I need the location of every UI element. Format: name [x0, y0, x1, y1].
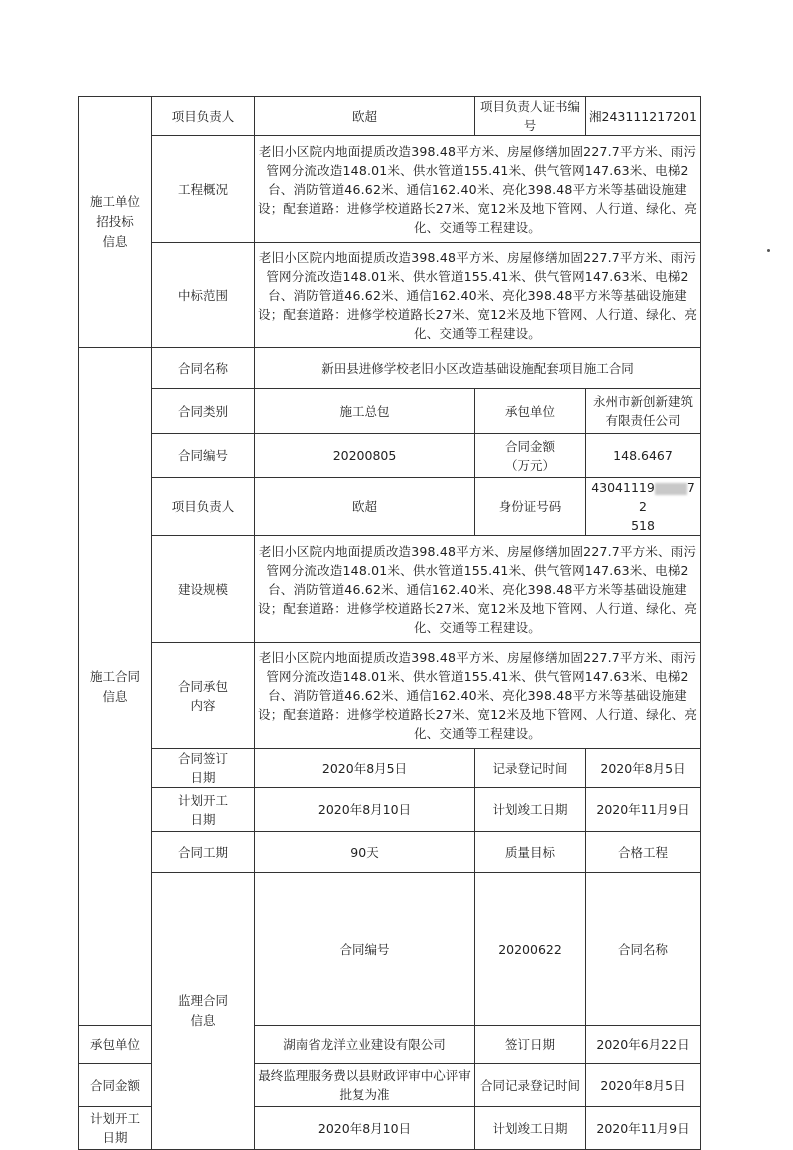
table-row	[79, 873, 701, 1026]
contract-contractor-value: 永州市新创新建筑有限责任公司	[586, 389, 701, 434]
id-suffix: 72	[639, 480, 695, 514]
table-row	[79, 478, 701, 536]
tender-pm-cert-value: 湘243111217201	[586, 97, 701, 136]
tender-scope-value: 老旧小区院内地面提质改造398.48平方米、房屋修缮加固227.7平方米、雨污管网分流改造148.01米、供水管道155.41米、供气管网147.63米、电梯2台、消防管道46.62米、通信162.40米、亮化398.48平方米等基础设施建设；配套道路：进修学校道路长27米、宽12米及地下管网、人行道、绿化、亮化、交通等工程建设。	[255, 243, 701, 348]
supervision-start-label: 计划开工 日期	[79, 1107, 152, 1150]
table-row	[79, 434, 701, 478]
contract-record-value: 2020年8月5日	[586, 749, 701, 788]
supervision-name-label: 合同名称	[586, 873, 701, 1026]
contract-id-label: 身份证号码	[475, 478, 586, 536]
supervision-record-label: 合同记录登记时间	[475, 1064, 586, 1107]
table-row	[79, 97, 701, 136]
contract-period-value: 90天	[255, 832, 475, 873]
tender-pm-cert-label: 项目负责人证书编号	[475, 97, 586, 136]
supervision-number-value: 20200622	[475, 873, 586, 1026]
contract-sign-value: 2020年8月5日	[255, 749, 475, 788]
contract-start-value: 2020年8月10日	[255, 788, 475, 832]
supervision-section-label: 监理合同 信息	[152, 873, 255, 1150]
contract-scale-label: 建设规模	[152, 536, 255, 643]
table-row	[79, 536, 701, 643]
tender-section-label: 施工单位 招投标 信息	[79, 97, 152, 348]
table-row	[79, 243, 701, 348]
contract-scale-value: 老旧小区院内地面提质改造398.48平方米、房屋修缮加固227.7平方米、雨污管网分流改造148.01米、供水管道155.41米、供气管网147.63米、电梯2台、消防管道46.62米、通信162.40米、亮化398.48平方米等基础设施建设；配套道路：进修学校道路长27米、宽12米及地下管网、人行道、绿化、亮化、交通等工程建设。	[255, 536, 701, 643]
supervision-finish-label: 计划竣工日期	[475, 1107, 586, 1150]
table-row	[79, 389, 701, 434]
contract-content-label: 合同承包 内容	[152, 643, 255, 749]
contract-name-value: 新田县进修学校老旧小区改造基础设施配套项目施工合同	[255, 348, 701, 389]
table-row	[79, 832, 701, 873]
contract-type-label: 合同类别	[152, 389, 255, 434]
tender-scope-label: 中标范围	[152, 243, 255, 348]
contract-start-label: 计划开工 日期	[152, 788, 255, 832]
supervision-amount-value: 最终监理服务费以县财政评审中心评审批复为准	[255, 1064, 475, 1107]
contract-name-label: 合同名称	[152, 348, 255, 389]
supervision-finish-value: 2020年11月9日	[586, 1107, 701, 1150]
contract-amount-label: 合同金额 （万元）	[475, 434, 586, 478]
contract-pm-label: 项目负责人	[152, 478, 255, 536]
table-row	[79, 788, 701, 832]
contract-section-label: 施工合同 信息	[79, 348, 152, 1026]
supervision-number-label: 合同编号	[255, 873, 475, 1026]
id-line2: 518	[631, 518, 655, 533]
project-info-table	[78, 96, 701, 1150]
supervision-record-value: 2020年8月5日	[586, 1064, 701, 1107]
contract-quality-value: 合格工程	[586, 832, 701, 873]
supervision-sign-label: 签订日期	[475, 1026, 586, 1064]
tender-pm-label: 项目负责人	[152, 97, 255, 136]
contract-number-value: 20200805	[255, 434, 475, 478]
supervision-contractor-label: 承包单位	[79, 1026, 152, 1064]
contract-period-label: 合同工期	[152, 832, 255, 873]
tender-overview-value: 老旧小区院内地面提质改造398.48平方米、房屋修缮加固227.7平方米、雨污管网分流改造148.01米、供水管道155.41米、供气管网147.63米、电梯2台、消防管道46.62米、通信162.40米、亮化398.48平方米等基础设施建设；配套道路：进修学校道路长27米、宽12米及地下管网、人行道、绿化、亮化、交通等工程建设。	[255, 136, 701, 243]
tender-pm-value: 欧超	[255, 97, 475, 136]
contract-sign-label: 合同签订 日期	[152, 749, 255, 788]
contract-amount-value: 148.6467	[586, 434, 701, 478]
redaction-mask	[655, 483, 687, 495]
supervision-amount-label: 合同金额	[79, 1064, 152, 1107]
contract-contractor-label: 承包单位	[475, 389, 586, 434]
tender-overview-label: 工程概况	[152, 136, 255, 243]
contract-finish-value: 2020年11月9日	[586, 788, 701, 832]
supervision-contractor-value: 湖南省龙洋立业建设有限公司	[255, 1026, 475, 1064]
id-prefix: 43041119	[591, 480, 655, 495]
supervision-sign-value: 2020年6月22日	[586, 1026, 701, 1064]
contract-type-value: 施工总包	[255, 389, 475, 434]
contract-quality-label: 质量目标	[475, 832, 586, 873]
contract-record-label: 记录登记时间	[475, 749, 586, 788]
table-row	[79, 643, 701, 749]
table-row	[79, 348, 701, 389]
contract-content-value: 老旧小区院内地面提质改造398.48平方米、房屋修缮加固227.7平方米、雨污管网分流改造148.01米、供水管道155.41米、供气管网147.63米、电梯2台、消防管道46.62米、通信162.40米、亮化398.48平方米等基础设施建设；配套道路：进修学校道路长27米、宽12米及地下管网、人行道、绿化、亮化、交通等工程建设。	[255, 643, 701, 749]
supervision-start-value: 2020年8月10日	[255, 1107, 475, 1150]
scan-speck	[767, 249, 770, 252]
contract-id-value	[586, 478, 701, 536]
table-row	[79, 749, 701, 788]
contract-number-label: 合同编号	[152, 434, 255, 478]
table-row	[79, 136, 701, 243]
contract-pm-value: 欧超	[255, 478, 475, 536]
contract-finish-label: 计划竣工日期	[475, 788, 586, 832]
